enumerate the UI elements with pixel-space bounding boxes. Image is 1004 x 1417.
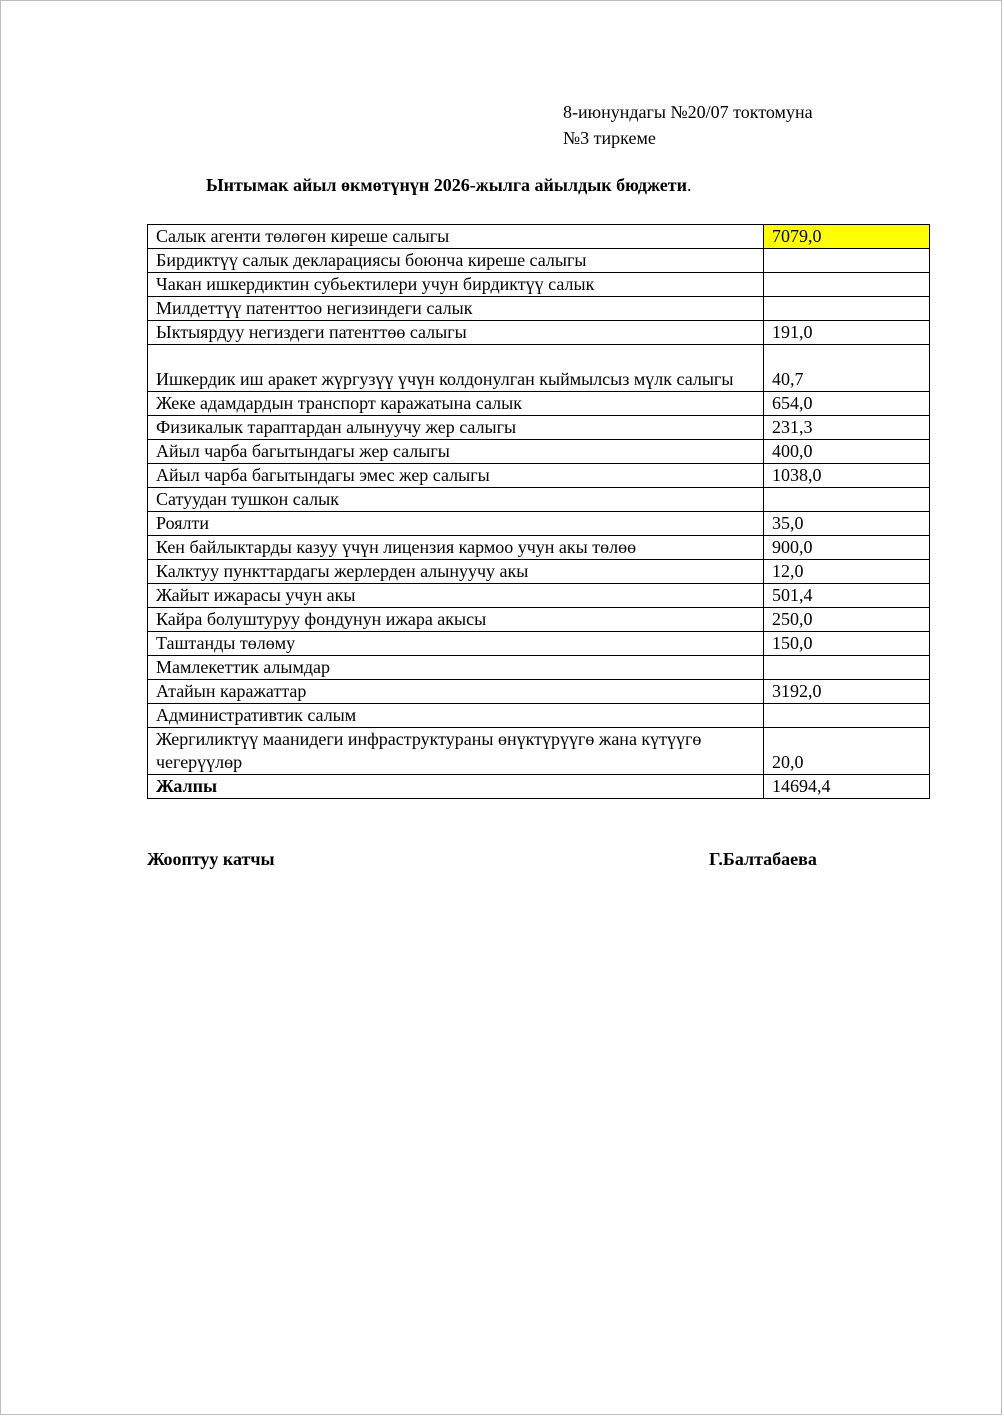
table-row <box>148 728 930 775</box>
header-resolution-ref: 8-июнундагы №20/07 токтомуна <box>563 102 813 122</box>
row-label: Физикалык тараптардан алынуучу жер салыгы <box>148 416 764 440</box>
table-row <box>148 584 930 608</box>
row-value <box>764 273 930 297</box>
row-label: Роялти <box>148 512 764 536</box>
row-label: Мамлекеттик алымдар <box>148 656 764 680</box>
table-row <box>148 704 930 728</box>
row-label: Кайра болуштуруу фондунун ижара акысы <box>148 608 764 632</box>
row-value: 35,0 <box>764 512 930 536</box>
row-label: Салык агенти төлөгөн киреше салыгы <box>148 225 764 249</box>
title-punctuation: . <box>686 175 692 195</box>
row-value <box>764 704 930 728</box>
row-value: 191,0 <box>764 321 930 345</box>
table-row <box>148 680 930 704</box>
table-row <box>148 512 930 536</box>
row-value: 20,0 <box>764 728 930 775</box>
table-row <box>148 225 930 249</box>
row-label: Административтик салым <box>148 704 764 728</box>
total-label: Жалпы <box>148 775 764 799</box>
row-label: Жергиликтүү маанидеги инфраструктураны өнүктүрүүгө жана күтүүгө чегерүүлөр <box>148 728 764 775</box>
row-label: Сатуудан тушкон салык <box>148 488 764 512</box>
row-value: 3192,0 <box>764 680 930 704</box>
table-row <box>148 632 930 656</box>
table-row <box>148 656 930 680</box>
table-row <box>148 249 930 273</box>
table-row <box>148 345 930 392</box>
table-row <box>148 560 930 584</box>
row-value: 654,0 <box>764 392 930 416</box>
table-row <box>148 273 930 297</box>
row-value: 1038,0 <box>764 464 930 488</box>
table-row <box>148 464 930 488</box>
signatory-name: Г.Балтабаева <box>709 849 817 869</box>
table-row <box>148 321 930 345</box>
budget-table <box>147 224 930 799</box>
row-value: 231,3 <box>764 416 930 440</box>
row-label: Ыктыярдуу негиздеги патенттөө салыгы <box>148 321 764 345</box>
appendix-header <box>563 99 813 151</box>
row-value: 400,0 <box>764 440 930 464</box>
title-text: Ынтымак айыл өкмөтүнүн 2026-жылга айылдык бюджети <box>206 175 687 195</box>
row-value: 12,0 <box>764 560 930 584</box>
row-value <box>764 249 930 273</box>
row-value: 150,0 <box>764 632 930 656</box>
row-label: Чакан ишкердиктин субьектилери учун бирдиктүү салык <box>148 273 764 297</box>
row-label: Таштанды төлөму <box>148 632 764 656</box>
row-label: Айыл чарба багытындагы жер салыгы <box>148 440 764 464</box>
table-row <box>148 536 930 560</box>
table-row <box>148 608 930 632</box>
document-title <box>206 175 691 196</box>
total-value: 14694,4 <box>764 775 930 799</box>
row-label: Атайын каражаттар <box>148 680 764 704</box>
row-label: Милдеттүү патенттоо негизиндеги салык <box>148 297 764 321</box>
signatory-role: Жооптуу катчы <box>147 849 275 869</box>
table-row <box>148 392 930 416</box>
row-label: Ишкердик иш аракет жүргузүү үчүн колдонулган кыймылсыз мүлк салыгы <box>148 345 764 392</box>
row-label: Бирдиктүү салык декларациясы боюнча киреше салыгы <box>148 249 764 273</box>
row-label: Калктуу пункттардагы жерлерден алынуучу акы <box>148 560 764 584</box>
row-value: 900,0 <box>764 536 930 560</box>
table-row <box>148 488 930 512</box>
row-value: 250,0 <box>764 608 930 632</box>
row-value: 501,4 <box>764 584 930 608</box>
table-row <box>148 297 930 321</box>
row-value: 7079,0 <box>764 225 930 249</box>
table-row <box>148 440 930 464</box>
row-label: Кен байлыктарды казуу үчүн лицензия кармоо учун акы төлөө <box>148 536 764 560</box>
row-label: Жеке адамдардын транспорт каражатына салык <box>148 392 764 416</box>
table-row <box>148 416 930 440</box>
row-value <box>764 488 930 512</box>
header-appendix-number: №3 тиркеме <box>563 128 656 148</box>
total-row <box>148 775 930 799</box>
row-value <box>764 297 930 321</box>
row-value <box>764 656 930 680</box>
row-value: 40,7 <box>764 345 930 392</box>
row-label: Жайыт ижарасы учун акы <box>148 584 764 608</box>
row-label: Айыл чарба багытындагы эмес жер салыгы <box>148 464 764 488</box>
